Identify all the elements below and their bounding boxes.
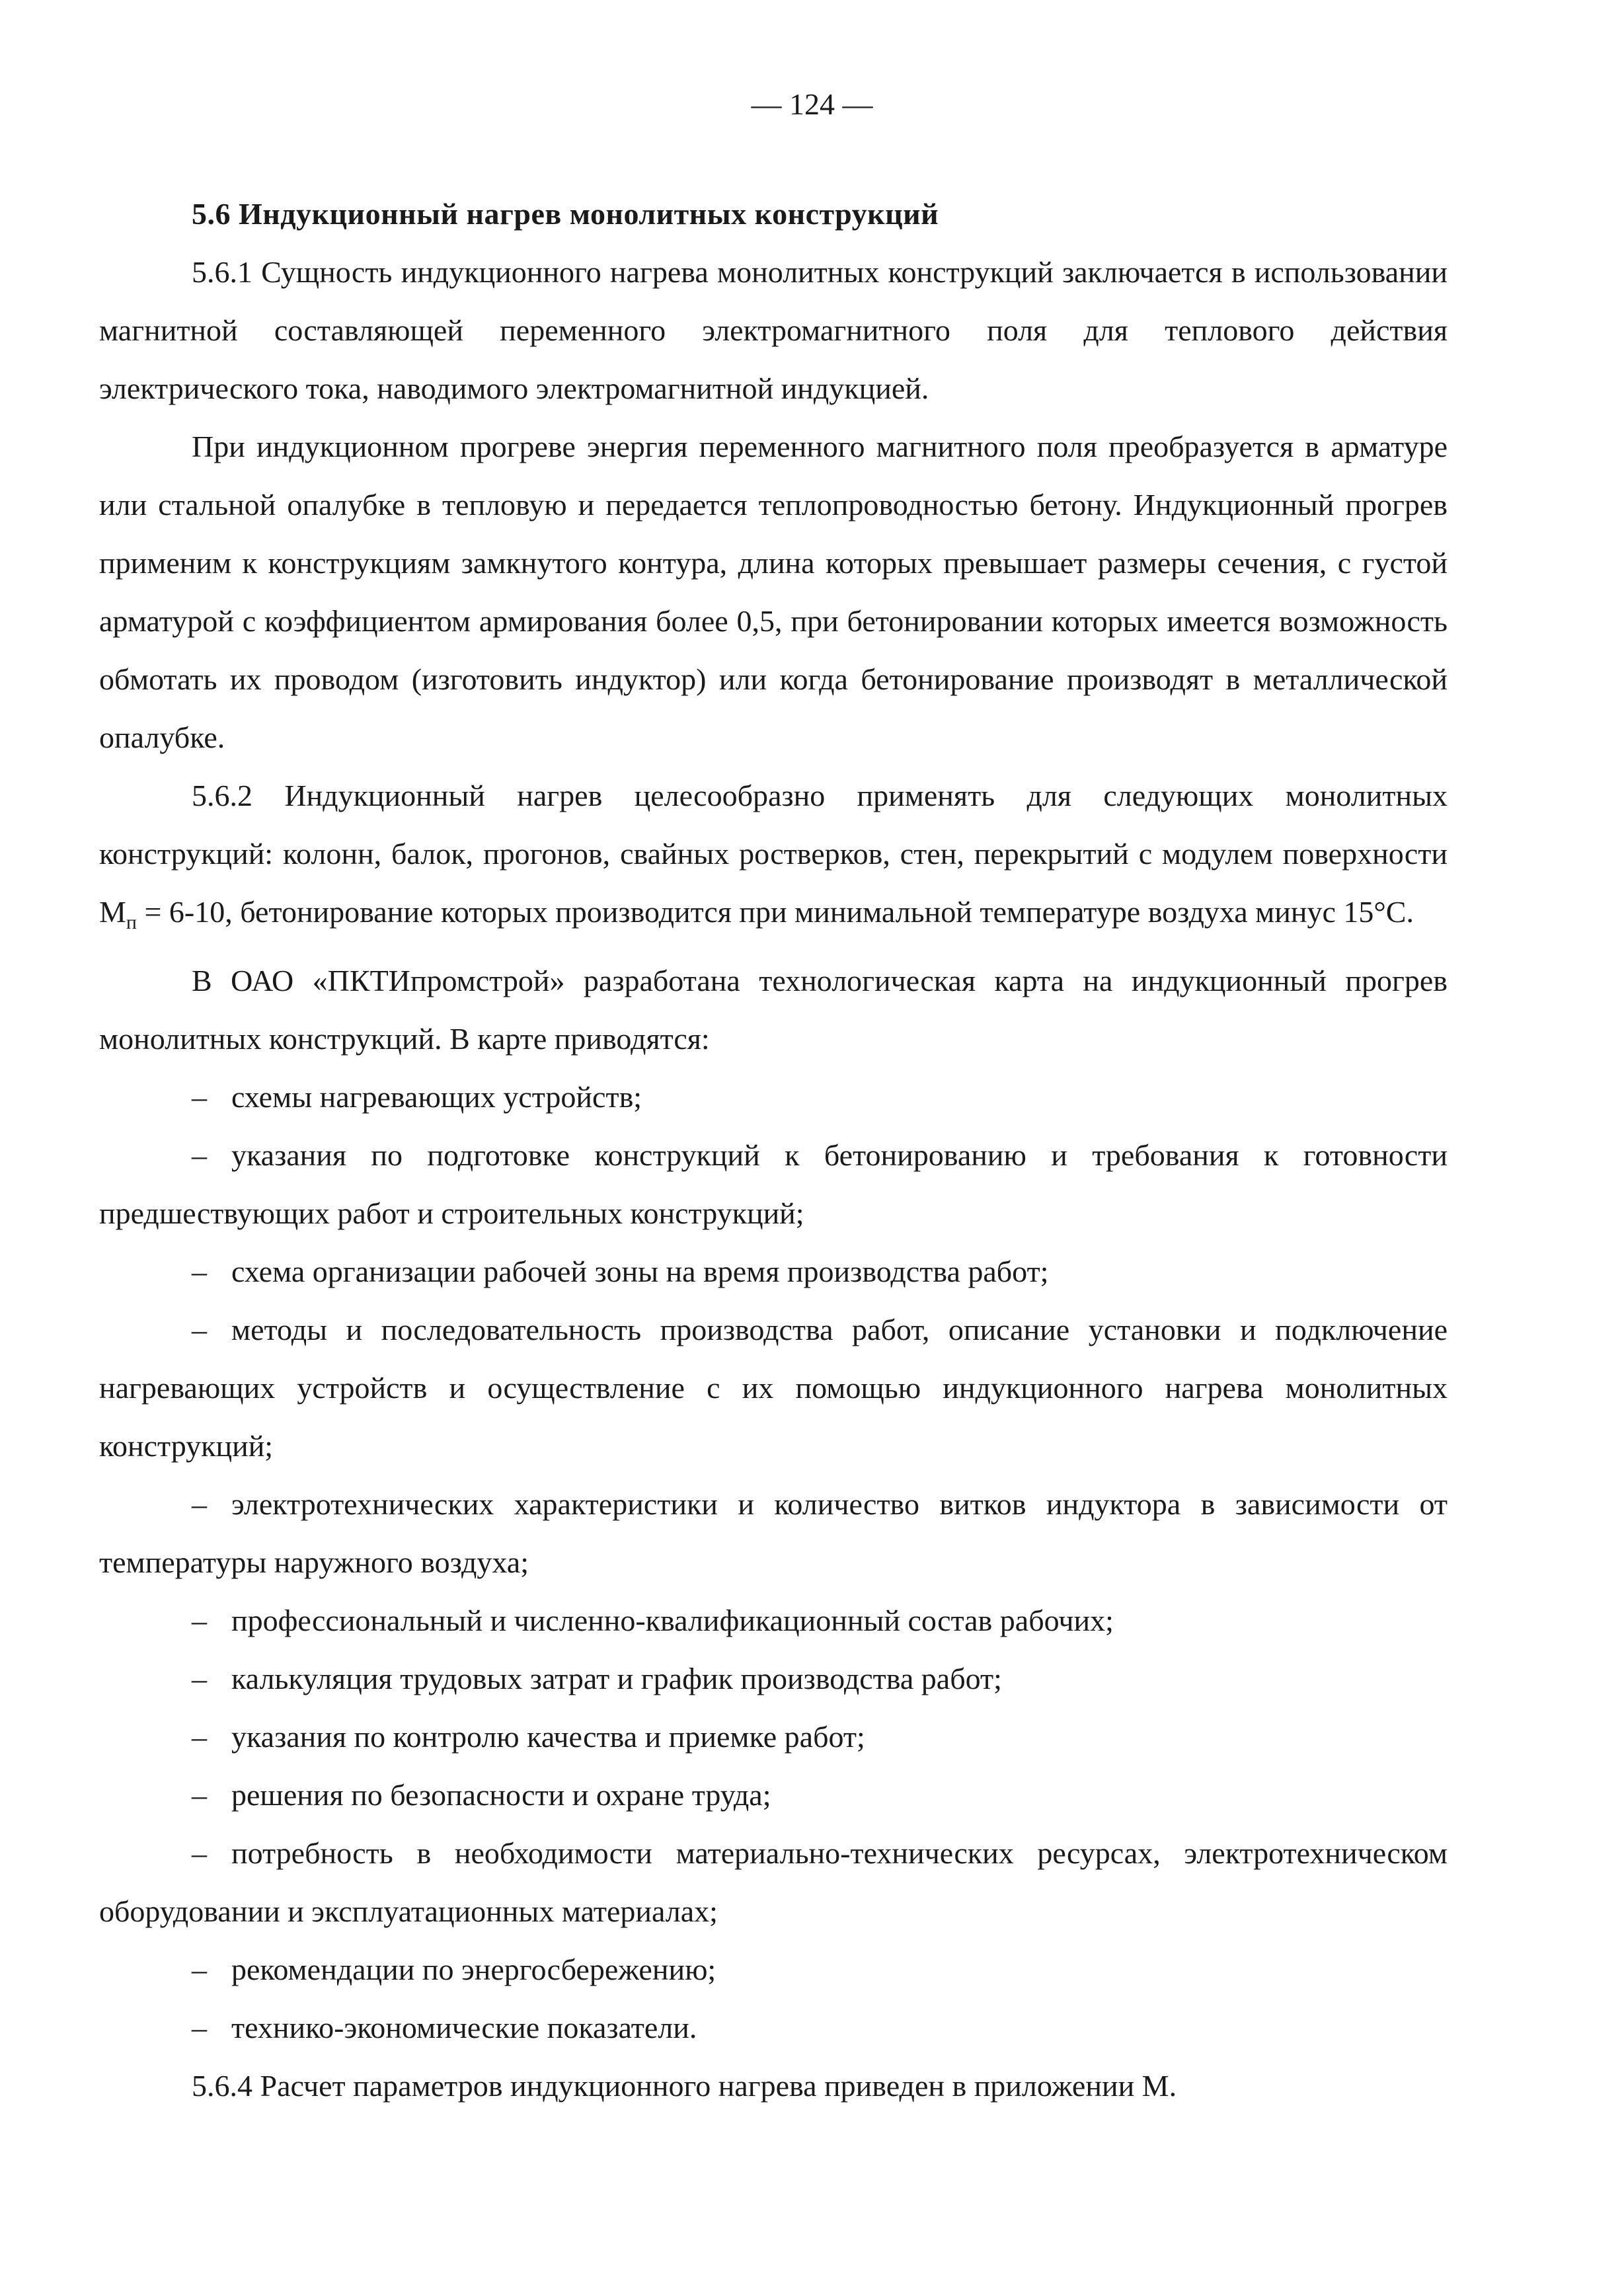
- list-item-text: указания по контролю качества и приемке работ;: [231, 1720, 865, 1754]
- page-number: — 124 —: [751, 87, 873, 121]
- paragraph-5-6-1: 5.6.1 Сущность индукционного нагрева монолитных конструкций заключается в использовании магнитной составляющей переменного электромагнитного поля для теплового действия электрического тока, наводимого электромагнитной индукцией.: [99, 255, 1448, 405]
- list-item-text: электротехнических характеристики и количество витков индуктора в зависимости от температуры наружного воздуха;: [99, 1487, 1448, 1579]
- list-item-text: профессиональный и численно-квалификационный состав рабочих;: [231, 1604, 1114, 1637]
- list-item: [99, 1824, 1448, 1941]
- list-dash: –: [192, 1604, 207, 1637]
- paragraph-5-6-4: 5.6.4 Расчет параметров индукционного нагрева приведен в приложении М.: [192, 2069, 1177, 2103]
- list-item-text: методы и последовательность производства работ, описание установки и подключение нагревающих устройств и осуществление с их помощью индукционного нагрева монолитных конструкций;: [99, 1313, 1448, 1463]
- list-item: [99, 1708, 1448, 1766]
- list-item: [99, 1650, 1448, 1708]
- list-dash: –: [192, 1138, 207, 1172]
- list-item-text: технико-экономические показатели.: [231, 2011, 697, 2044]
- list-item: [99, 1475, 1448, 1592]
- list-item-text: потребность в необходимости материально-технических ресурсах, электротехническом оборудовании и эксплуатационных материалах;: [99, 1836, 1448, 1928]
- list-dash: –: [192, 1953, 207, 1986]
- list-item-text: решения по безопасности и охране труда;: [231, 1778, 771, 1812]
- list-dash: –: [192, 1836, 207, 1870]
- paragraph-5-6-2-text: 5.6.2 Индукционный нагрев целесообразно применять для следующих монолитных конструкций: колонн, балок, прогонов, свайных ростверков, стен, перекрытий с модулем поверхности М: [99, 779, 1448, 929]
- paragraph-tech-map: В ОАО «ПКТИпромстрой» разработана технологическая карта на индукционный прогрев монолитных конструкций. В карте приводятся:: [99, 964, 1448, 1056]
- list-dash: –: [192, 1255, 207, 1288]
- list-dash: –: [192, 1662, 207, 1695]
- list-item-text: рекомендации по энергосбережению;: [231, 1953, 716, 1986]
- list-dash: –: [192, 1313, 207, 1346]
- list-item: [99, 1068, 1448, 1126]
- page-body: [99, 185, 1448, 2115]
- section-heading: 5.6 Индукционный нагрев монолитных конструкций: [192, 197, 939, 231]
- list-dash: –: [192, 1778, 207, 1812]
- list-item-text: указания по подготовке конструкций к бетонированию и требования к готовности предшествующих работ и строительных конструкций;: [99, 1138, 1448, 1230]
- list-dash: –: [192, 1487, 207, 1521]
- list-dash: –: [192, 2011, 207, 2044]
- list-dash: –: [192, 1720, 207, 1754]
- list-item-text: схема организации рабочей зоны на время производства работ;: [231, 1255, 1049, 1288]
- paragraph-induction-heating: При индукционном прогреве энергия переменного магнитного поля преобразуется в арматуре или стальной опалубке в тепловую и передается теплопроводностью бетону. Индукционный прогрев применим к конструкциям замкнутого контура, длина которых превышает размеры сечения, с густой арматурой с коэффициентом армирования более 0,5, при бетонировании которых имеется возможность обмотать их проводом (изготовить индуктор) или когда бетонирование производят в металлической опалубке.: [99, 430, 1448, 754]
- paragraph-5-6-2: [99, 767, 1448, 952]
- list-item: [99, 1126, 1448, 1243]
- list-item: [99, 1243, 1448, 1301]
- list-dash: –: [192, 1080, 207, 1114]
- subscript-n: п: [126, 911, 137, 933]
- list-item-text: схемы нагревающих устройств;: [231, 1080, 642, 1114]
- tech-map-list: [99, 1068, 1448, 2057]
- list-item: [99, 1766, 1448, 1824]
- list-item: [99, 1301, 1448, 1475]
- list-item: [99, 1941, 1448, 1999]
- list-item-text: калькуляция трудовых затрат и график производства работ;: [231, 1662, 1002, 1695]
- list-item: [99, 1592, 1448, 1650]
- paragraph-5-6-2-text-end: = 6-10, бетонирование которых производится при минимальной температуре воздуха минус 15°С.: [136, 895, 1414, 929]
- list-item: [99, 1999, 1448, 2057]
